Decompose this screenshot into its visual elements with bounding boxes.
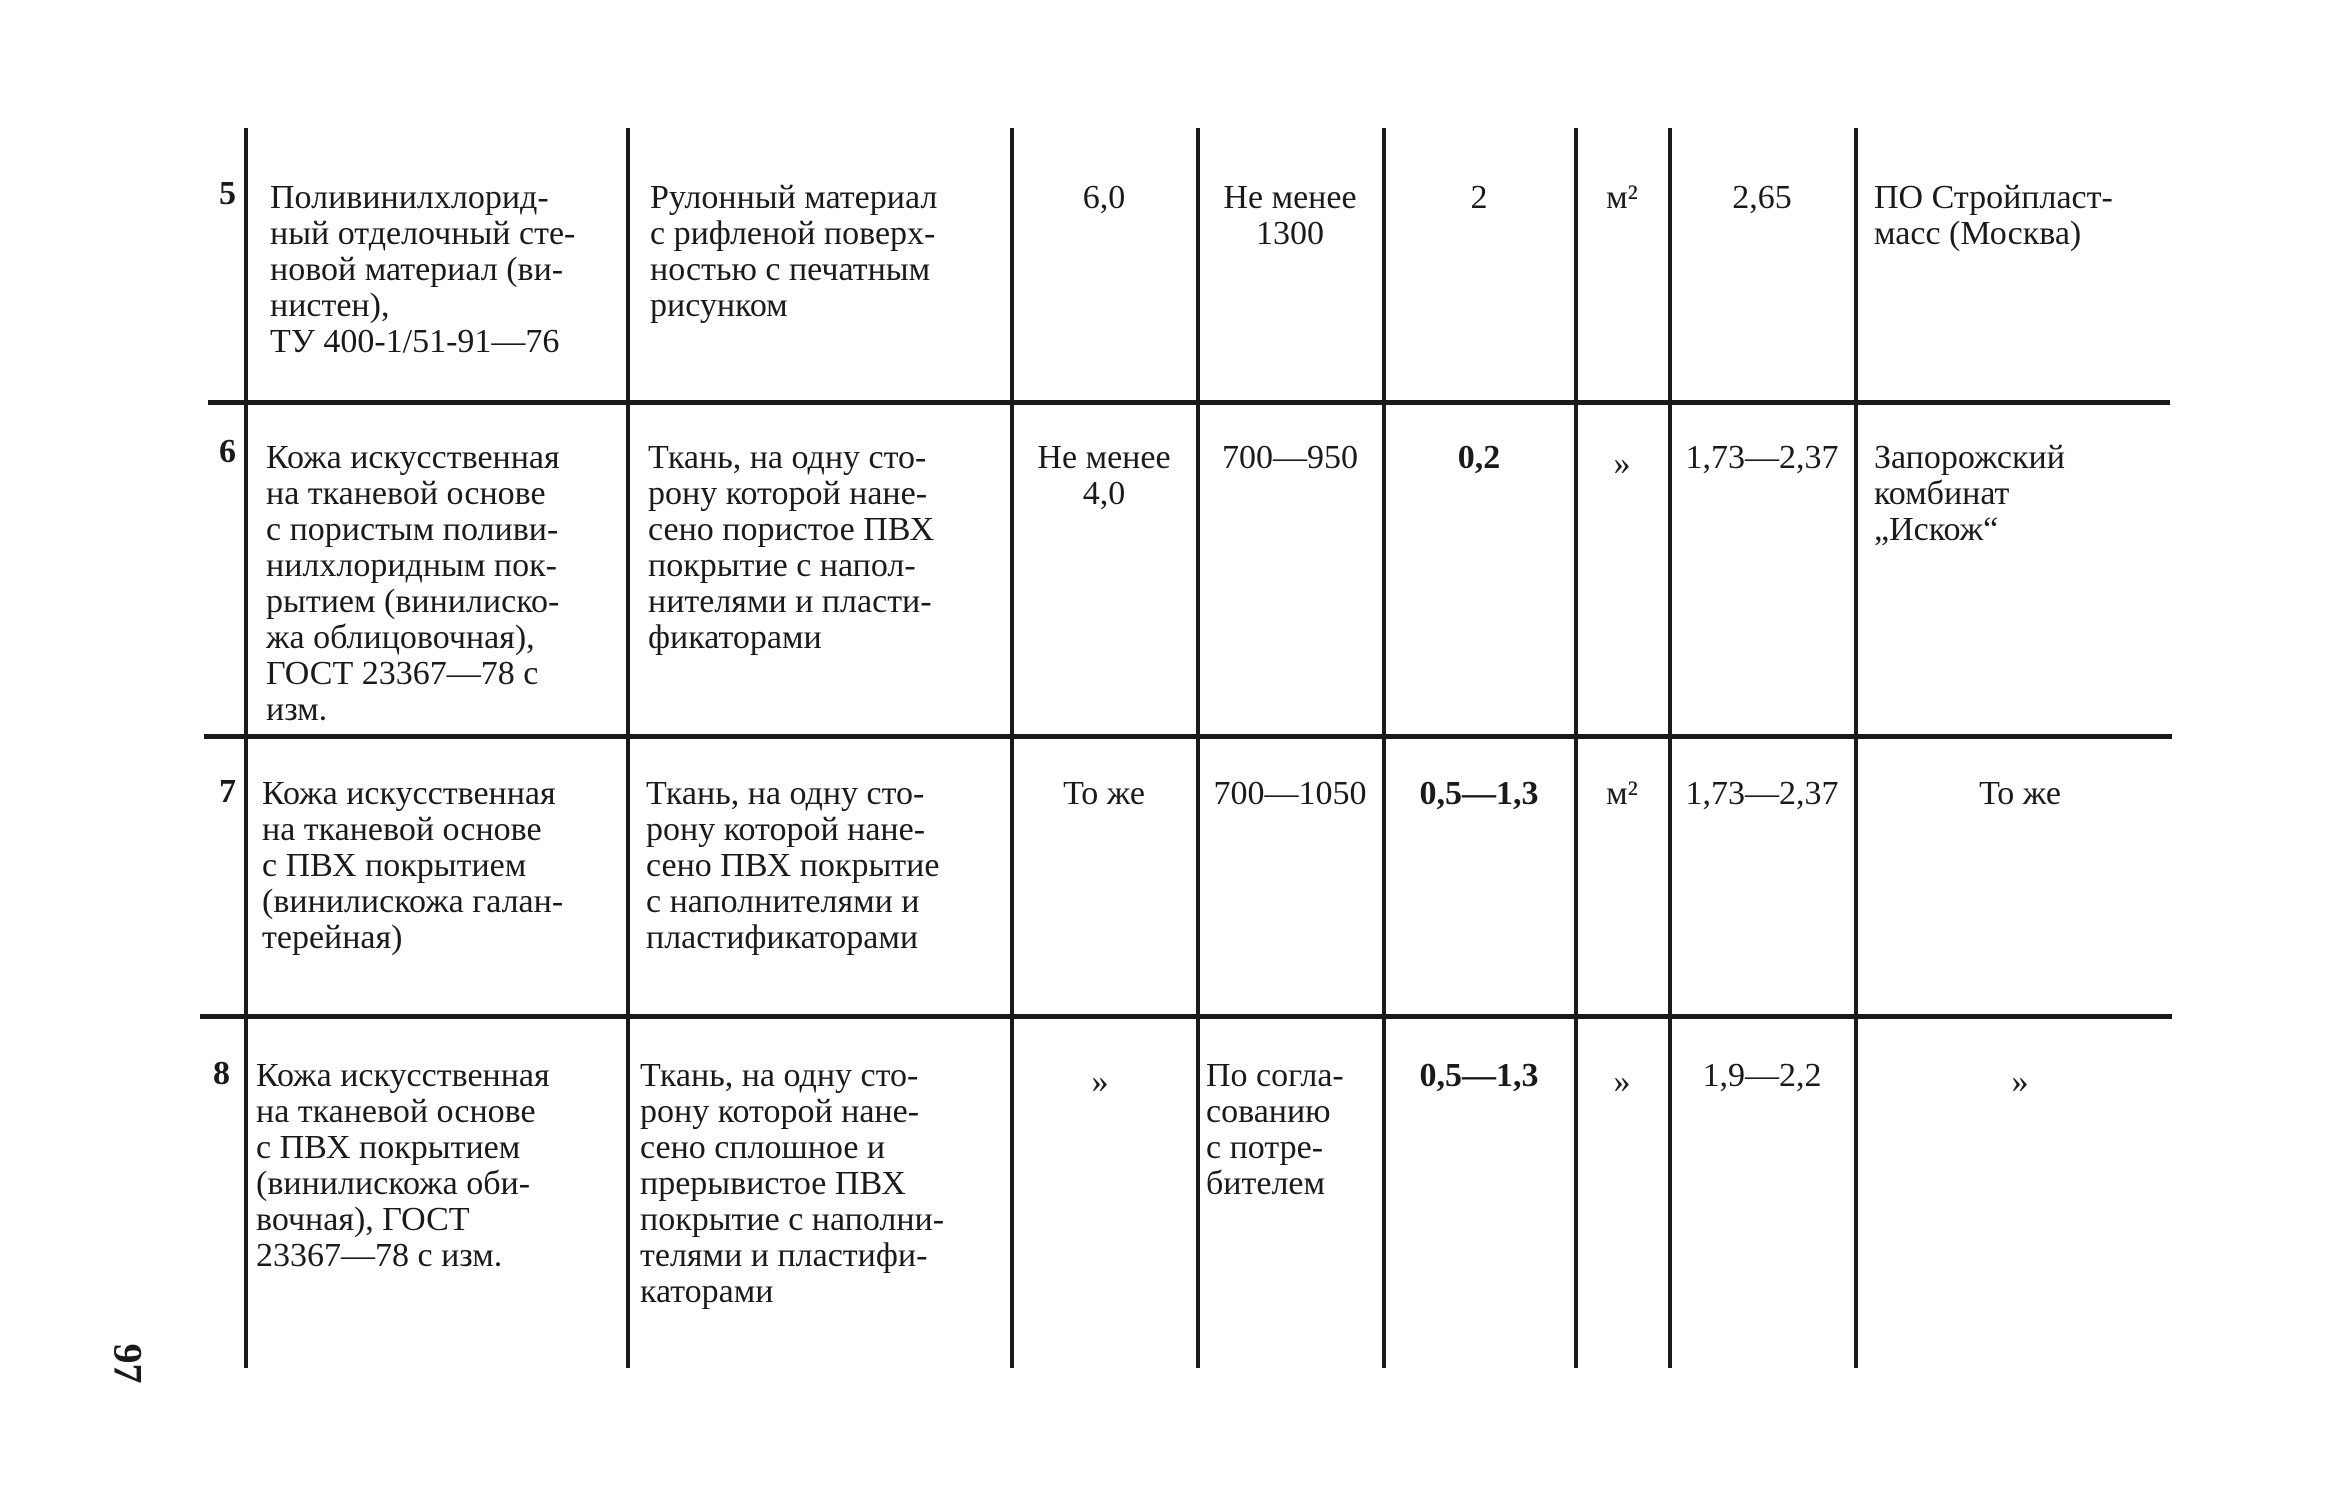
column-divider [1010,128,1014,1368]
thickness: » [1091,1064,1109,1100]
material-name: Кожа искусственная на тканевой основе с ПВХ покрытием (винилискожа оби- вочная), ГОСТ 23367—78 с изм. [256,1058,550,1274]
material-name: Кожа искусственная на тканевой основе с ПВХ покрытием (винилискожа галан- терейная) [262,776,564,956]
column-divider [1854,128,1858,1368]
width: По согла- сованию с потре- бителем [1206,1058,1344,1202]
unit: м² [1606,180,1638,216]
supplier: Запорожский комбинат „Искож“ [1874,440,2065,548]
column-divider [1382,128,1386,1368]
column-divider [1668,128,1672,1368]
column-divider [244,128,248,1368]
price: 1,73—2,37 [1685,440,1839,476]
row-divider [208,400,2170,405]
row-number: 7 [219,774,236,810]
price: 1,9—2,2 [1702,1058,1822,1094]
thickness: 6,0 [1082,180,1126,216]
material-description: Ткань, на одну сто- рону которой нане- сено пористое ПВХ покрытие с напол- нителями и пласти- фикаторами [648,440,935,656]
row-divider [200,1014,2172,1019]
thickness: Не менее 4,0 [1037,440,1171,512]
value: 2 [1470,180,1488,216]
material-name: Поливинилхлорид- ный отделочный сте- новой материал (ви- нистен), ТУ 400-1/51-91—76 [270,180,576,360]
supplier: То же [1979,776,2061,812]
row-number: 6 [219,434,236,470]
row-divider [204,734,2172,739]
value: 0,5—1,3 [1419,776,1539,812]
value: 0,5—1,3 [1419,1058,1539,1094]
row-number: 8 [213,1056,230,1092]
column-divider [626,128,630,1368]
width: 700—1050 [1213,776,1367,812]
unit: » [1613,446,1631,482]
thickness: То же [1063,776,1145,812]
supplier: ПО Стройпласт- масс (Москва) [1874,180,2113,252]
width: Не менее 1300 [1223,180,1357,252]
value: 0,2 [1457,440,1501,476]
material-description: Ткань, на одну сто- рону которой нане- сено сплошное и прерывистое ПВХ покрытие с наполни- телями и пластифи- каторами [640,1058,945,1310]
material-description: Рулонный материал с рифленой поверх- ностью с печатным рисунком [650,180,938,324]
page-number: 97 [105,1343,151,1384]
column-divider [1574,128,1578,1368]
price: 1,73—2,37 [1685,776,1839,812]
material-name: Кожа искусственная на тканевой основе с пористым поливи- нилхлоридным пок- рытием (винилиско- жа облицовочная), ГОСТ 23367—78 с изм. [266,440,560,728]
unit: » [1613,1064,1631,1100]
unit: м² [1606,776,1638,812]
price: 2,65 [1732,180,1792,216]
width: 700—950 [1222,440,1358,476]
row-number: 5 [219,176,236,212]
material-description: Ткань, на одну сто- рону которой нане- сено ПВХ покрытие с наполнителями и пластификаторами [646,776,940,956]
supplier: » [2011,1064,2029,1100]
column-divider [1196,128,1200,1368]
